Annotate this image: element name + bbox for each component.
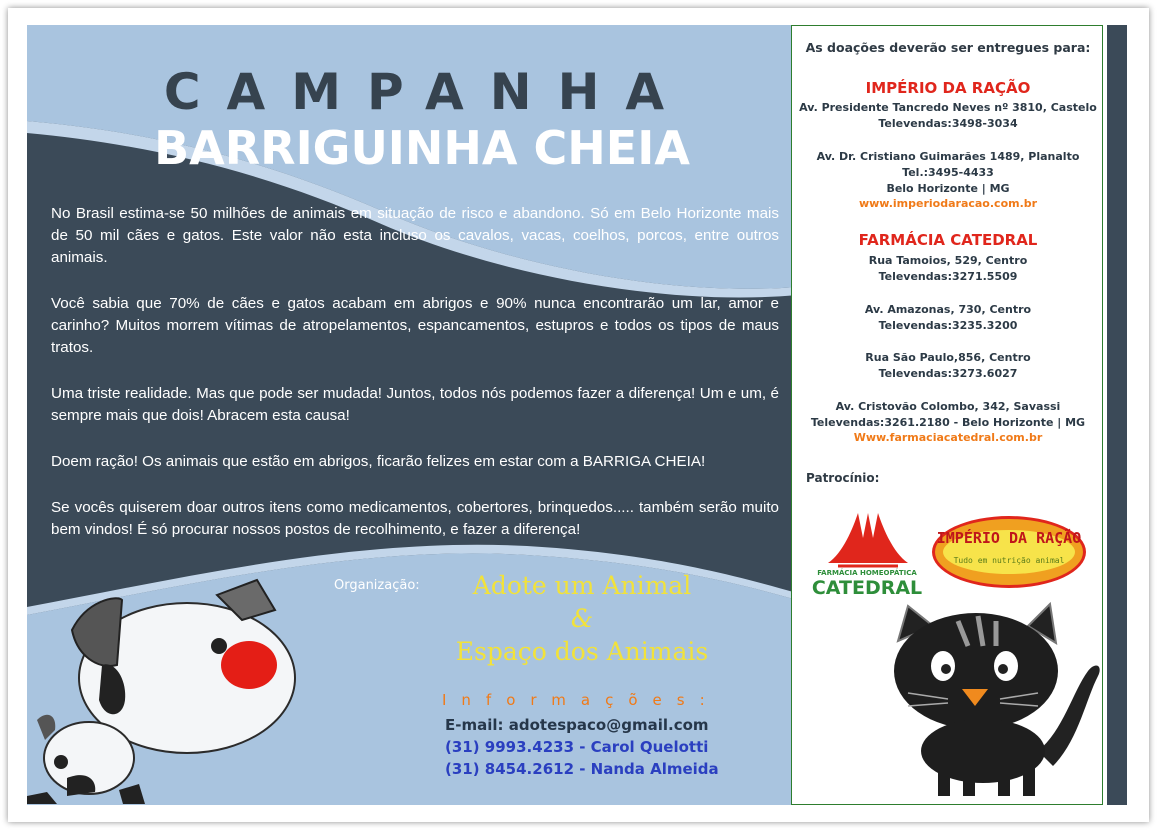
store2-phone-3: Televendas:3273.6027 [878, 367, 1018, 380]
body-paragraph-2: Você sabia que 70% de cães e gatos acabam em abrigos e 90% nunca encontrarão um lar, amor e carinho? Muitos morrem vítimas de atropelamentos, espancamentos, estupros e todos os tipos de maus tratos. [51, 295, 779, 356]
imperio-logo [932, 516, 1086, 588]
store1-phone-1: Televendas:3498-3034 [878, 117, 1018, 130]
campaign-title-line1: CAMPANHA [163, 63, 691, 121]
info-phone-2: (31) 8454.2612 - Nanda Almeida [445, 760, 719, 778]
store2-address-3: Rua São Paulo,856, Centro [865, 351, 1031, 364]
catedral-logo-icon [818, 508, 918, 568]
store2-address-4: Av. Cristovão Colombo, 342, Savassi [835, 400, 1061, 413]
body-paragraph-1: No Brasil estima-se 50 milhões de animais em situação de risco e abandono. Só em Belo Horizonte mais de 50 mil cães e gatos. Este valor não esta incluso os cavalos, vacas, coelhos, porcos, entre outros animais. [51, 205, 779, 266]
store1-website-link[interactable]: www.imperiodaracao.com.br [858, 197, 1038, 210]
store2-phone-4: Televendas:3261.2180 - Belo Horizonte | MG [810, 416, 1086, 429]
organization-ampersand: & [570, 604, 594, 633]
store1-name: IMPÉRIO DA RAÇÃO [865, 79, 1031, 97]
store2-website-link[interactable]: Www.farmaciacatedral.com.br [853, 431, 1043, 444]
organization-name-1: Adote um Animal [472, 571, 692, 600]
donation-heading: As doações deverão ser entregues para: [805, 40, 1091, 55]
store2-address-2: Av. Amazonas, 730, Centro [864, 303, 1032, 316]
info-phone-1: (31) 9993.4233 - Carol Quelotti [445, 738, 709, 756]
organization-name-2: Espaço dos Animais [455, 637, 709, 666]
store1-address-2: Av. Dr. Cristiano Guimarães 1489, Planalto [816, 150, 1080, 163]
store1-phone-2: Tel.:3495-4433 [902, 166, 994, 179]
store1-address-1: Av. Presidente Tancredo Neves nº 3810, Castelo [799, 101, 1097, 114]
body-paragraph-4: Doem ração! Os animais que estão em abrigos, ficarão felizes em estar com a BARRIGA CHEIA! [51, 453, 706, 470]
store2-name: FARMÁCIA CATEDRAL [858, 231, 1038, 249]
cat-illustration [888, 601, 1103, 801]
organization-names [437, 569, 727, 668]
imperio-logo-title: IMPÉRIO DA RAÇÃO [936, 529, 1082, 547]
catedral-logo-title: CATEDRAL [811, 577, 923, 599]
donation-panel [791, 25, 1103, 805]
campaign-body [51, 203, 779, 565]
body-paragraph-5: Se vocês quiserem doar outros itens como medicamentos, cobertores, brinquedos..... também serão muito bem vindos! É só procurar nossos postos de recolhimento, e fazer a diferença! [51, 499, 779, 538]
campaign-title-line2: BARRIGUINHA CHEIA [154, 121, 690, 175]
imperio-logo-subtitle: Tudo em nutrição animal [953, 556, 1065, 565]
body-paragraph-3: Uma triste realidade. Mas que pode ser mudada! Juntos, todos nós podemos fazer a diferença! Um e um, é sempre mais que dois! Abracem esta causa! [51, 385, 779, 424]
info-email: E-mail: adotespaco@gmail.com [445, 716, 709, 734]
right-edge-strip [1107, 25, 1127, 805]
dog-illustration [27, 570, 307, 805]
store1-city: Belo Horizonte | MG [886, 182, 1010, 195]
info-title: Informações: [442, 691, 720, 709]
store2-phone-2: Televendas:3235.3200 [878, 319, 1018, 332]
campaign-panel [27, 25, 797, 805]
sponsor-label: Patrocínio: [806, 471, 880, 485]
catedral-logo-subtitle: FARMÁCIA HOMEOPÁTICA [817, 569, 917, 577]
store2-phone-1: Televendas:3271.5509 [878, 270, 1018, 283]
store2-address-1: Rua Tamoios, 529, Centro [868, 254, 1028, 267]
organization-label: Organização: [334, 578, 420, 593]
